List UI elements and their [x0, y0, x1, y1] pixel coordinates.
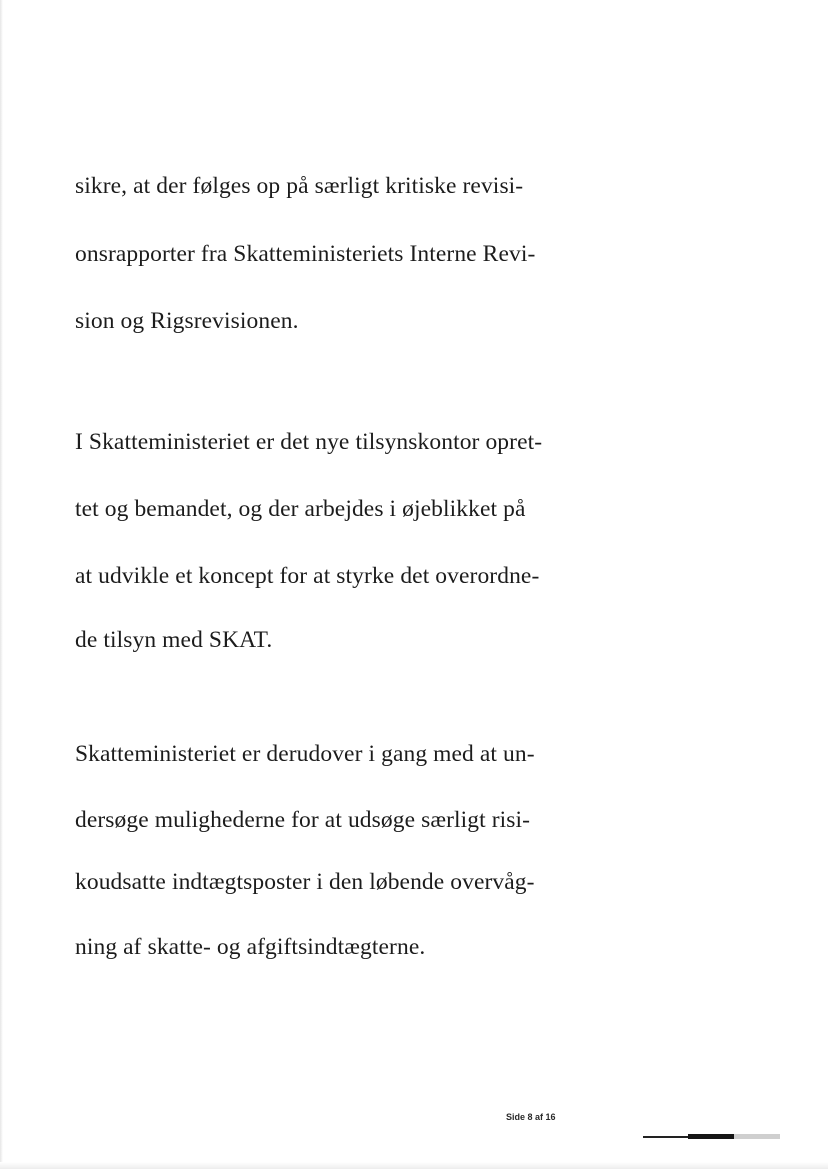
scan-left-edge [0, 0, 3, 1169]
scan-bottom-edge [0, 1162, 828, 1169]
paragraph-line: koudsatte indtægtsposter i den løbende overvåg- [75, 869, 535, 895]
footer-rule-light [734, 1134, 780, 1139]
paragraph-line: dersøge mulighederne for at udsøge særligt risi- [75, 807, 531, 833]
paragraph-line: I Skatteministeriet er det nye tilsynskontor opret- [75, 429, 543, 455]
paragraph-line: de tilsyn med SKAT. [75, 627, 273, 653]
footer-rule-thin [643, 1136, 688, 1138]
paragraph-line: sikre, at der følges op på særligt kritiske revisi- [75, 173, 524, 199]
paragraph-line: ning af skatte- og afgiftsindtægterne. [75, 934, 426, 960]
page-number: Side 8 af 16 [506, 1112, 556, 1122]
paragraph-line: onsrapporter fra Skatteministeriets Interne Revi- [75, 241, 536, 267]
paragraph-line: Skatteministeriet er derudover i gang med at un- [75, 741, 535, 767]
paragraph-line: at udvikle et koncept for at styrke det overordne- [75, 563, 540, 589]
paragraph-line: sion og Rigsrevisionen. [75, 308, 299, 334]
footer-rule-thick [688, 1134, 734, 1139]
paragraph-line: tet og bemandet, og der arbejdes i øjeblikket på [75, 496, 526, 522]
